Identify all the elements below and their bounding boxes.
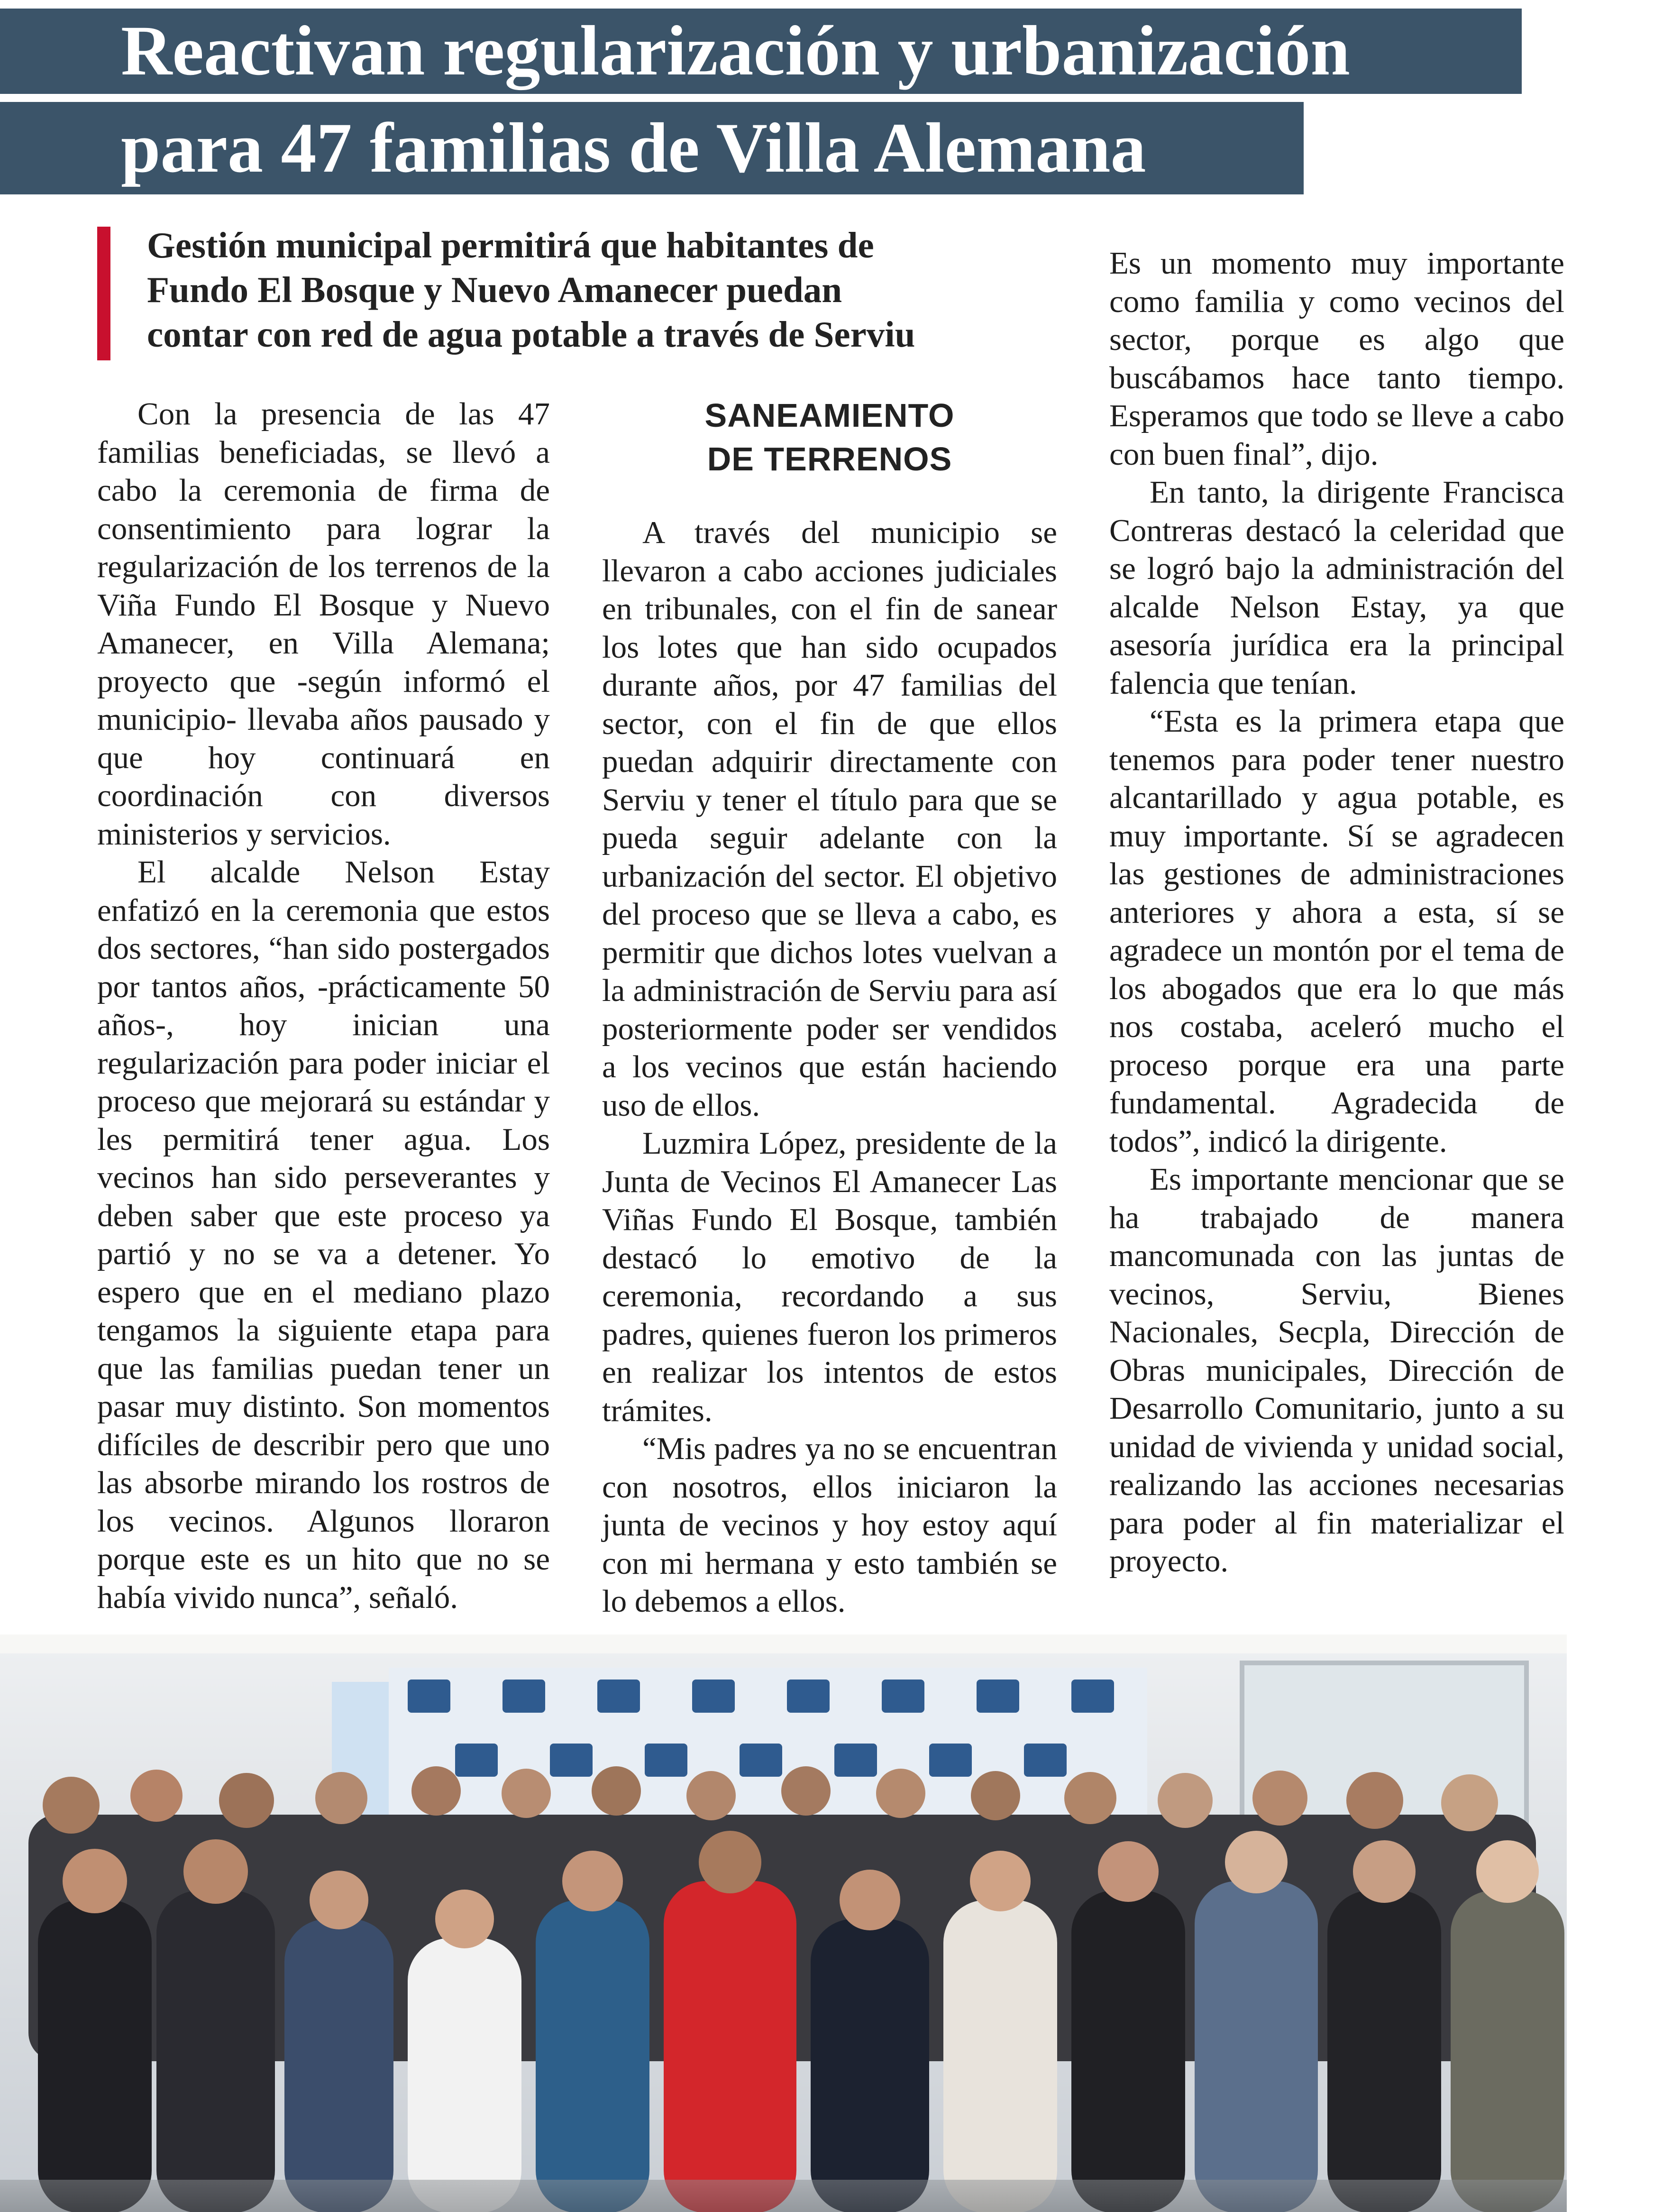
article-column-3 <box>1109 244 1564 1580</box>
deck-line-2: Fundo El Bosque y Nuevo Amanecer puedan <box>147 269 842 310</box>
paragraph: Con la presencia de las 47 familias beneficiadas, se llevó a cabo la ceremonia de firma de consentimiento para lograr la regularización de los terrenos de la Viña Fundo El Bosque y Nuevo Amanecer, en Villa Alemana; proyecto que -según informó el municipio- llevaba años pausado y que hoy continuará en coordinación con diversos ministerios y servicios. <box>97 396 550 852</box>
paragraph: A través del municipio se llevaron a cabo acciones judiciales en tribunales, con el fin de sanear los lotes que han sido ocupados durante años, por 47 familias del sector, con el fin de que ellos puedan adquirir directamente con Serviu y tener el título para que se pueda seguir adelante con la urbanización del sector. El objetivo del proceso que se lleva a cabo, es permitir que dichos lotes vuelvan a la administración de Serviu para así posteriormente poder ser vendidos a los vecinos que están haciendo uso de ellos. <box>602 515 1057 1123</box>
article-column-2 <box>602 514 1057 1621</box>
paragraph: “Mis padres ya no se encuentran con nosotros, ellos iniciaron la junta de vecinos y hoy estoy aquí con mi hermana y esto también se lo debemos a ellos. <box>602 1431 1057 1619</box>
paragraph: Es importante mencionar que se ha trabajado de manera mancomunada con las juntas de vecinos, Serviu, Bienes Nacionales, Secpla, Dirección de Obras municipales, Dirección de Desarrollo Comunitario, junto a su unidad de vivienda y unidad social, realizando las acciones necesarias para poder al fin materializar el proyecto. <box>1109 1162 1564 1579</box>
subheading <box>602 394 1057 481</box>
paragraph: Es un momento muy importante como familia y como vecinos del sector, porque es algo que buscábamos hace tanto tiempo. Esperamos que todo se lleve a cabo con buen final”, dijo. <box>1109 246 1564 472</box>
paragraph: El alcalde Nelson Estay enfatizó en la ceremonia que estos dos sectores, “han sido postergados por tantos años, -prácticamente 50 años-, hoy inician una regularización para poder iniciar el proceso que mejorará su estándar y les permitirá tener agua. Los vecinos han sido perseverantes y deben saber que este proceso ya partió y no se va a detener. Yo espero que en el mediano plazo tengamos la siguiente etapa para que las familias puedan tener un pasar muy distinto. Son momentos difíciles de describir pero que uno las absorbe mirando los rostros de los vecinos. Algunos lloraron porque este es un hito que no se había vivido nunca”, señaló. <box>97 854 550 1615</box>
deck-line-1: Gestión municipal permitirá que habitantes de <box>147 225 874 266</box>
headline-line-1: Reactivan regularización y urbanización <box>0 9 1522 94</box>
subheading-line-2: DE TERRENOS <box>707 441 952 477</box>
subheading-line-1: SANEAMIENTO <box>704 397 955 434</box>
deck-accent-bar <box>97 227 110 360</box>
article-column-1 <box>97 395 550 1616</box>
group-photo <box>0 1634 1567 2212</box>
paragraph: “Esta es la primera etapa que tenemos para poder tener nuestro alcantarillado y agua potable, es muy importante. Sí se agradecen las gestiones de administraciones anteriores y ahora a esta, sí se agradece un montón por el tema de los abogados que era lo que más nos costaba, aceleró mucho el proceso porque era una parte fundamental. Agradecida de todos”, indicó la dirigente. <box>1109 704 1564 1159</box>
paragraph: Luzmira López, presidente de la Junta de Vecinos El Amanecer Las Viñas Fundo El Bosque, también destacó lo emotivo de la ceremonia, recordando a sus padres, quienes fueron los primeros en realizar los intentos de estos trámites. <box>602 1126 1057 1428</box>
paragraph: En tanto, la dirigente Francisca Contreras destacó la celeridad que se logró bajo la administración del alcalde Nelson Estay, ya que asesoría jurídica era la principal falencia que tenían. <box>1109 475 1564 701</box>
deck <box>147 223 1076 357</box>
headline-line-2: para 47 familias de Villa Alemana <box>0 102 1304 194</box>
deck-line-3: contar con red de agua potable a través de Serviu <box>147 314 915 355</box>
